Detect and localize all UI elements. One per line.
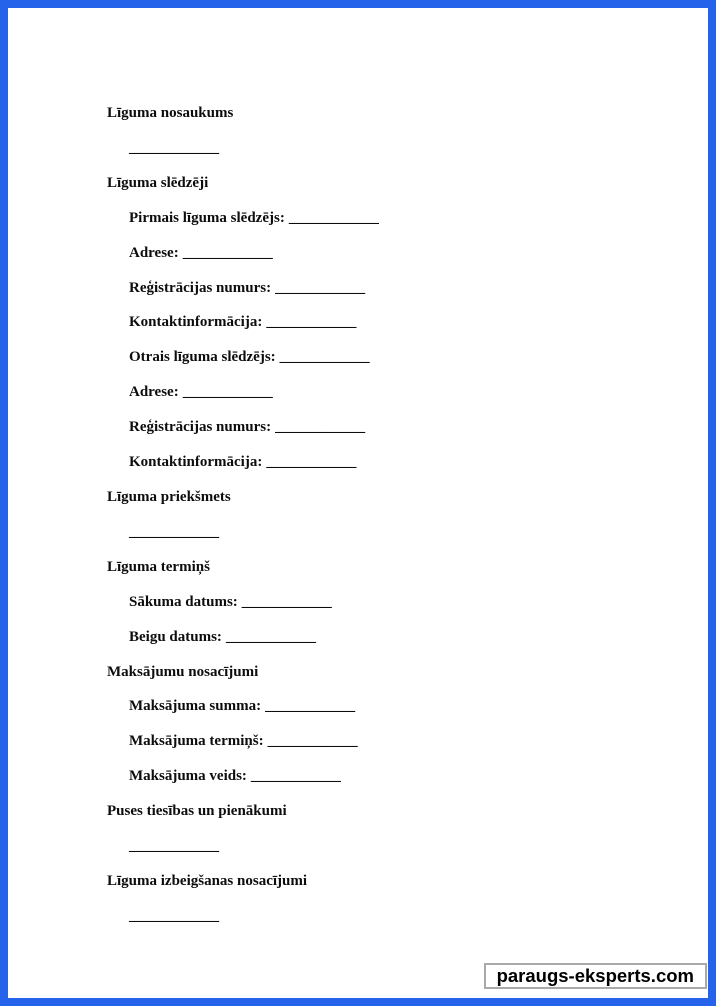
section-heading-contract-subject: Līguma priekšmets [107, 488, 231, 505]
section-heading-contract-parties: Līguma slēdzēji [107, 174, 209, 191]
section-heading-payment-terms: Maksājumu nosacījumi [107, 663, 259, 680]
field-fill-in-line: ____________ [279, 349, 370, 366]
field-label: Otrais līguma slēdzējs: [129, 349, 276, 366]
field-label: Beigu datums: [129, 628, 222, 645]
field-fill-in-line: ____________ [275, 419, 366, 436]
watermark-badge [484, 963, 707, 989]
field-row-start-date [129, 585, 708, 620]
field-label: Kontaktinformācija: [129, 314, 263, 331]
field-row-address-1 [129, 236, 708, 271]
field-label: Pirmais līguma slēdzējs: [129, 209, 285, 226]
fill-in-line: ____________ [129, 838, 219, 855]
field-row-payment-deadline [129, 724, 708, 759]
field-row-contact-info-1 [129, 305, 708, 340]
field-row-address-2 [129, 375, 708, 410]
section-heading-rights-obligations: Puses tiesības un pienākumi [107, 803, 287, 820]
field-label: Kontaktinformācija: [129, 454, 263, 471]
section-heading-contract-term: Līguma termiņš [107, 558, 210, 575]
field-row-registration-number-2 [129, 410, 708, 445]
field-fill-in-line: ____________ [288, 209, 379, 226]
fill-in-line: ____________ [129, 907, 219, 924]
field-row-end-date [129, 620, 708, 655]
field-fill-in-line: ____________ [182, 384, 273, 401]
watermark-label: paraugs-eksperts.com [496, 965, 694, 986]
field-row-first-party [129, 201, 708, 236]
field-fill-in-line: ____________ [266, 314, 357, 331]
field-fill-in-line: ____________ [275, 279, 366, 296]
field-fill-in-line: ____________ [266, 454, 357, 471]
field-label: Maksājuma veids: [129, 768, 247, 785]
field-label: Maksājuma summa: [129, 698, 262, 715]
field-fill-in-line: ____________ [241, 593, 332, 610]
field-row-payment-amount [129, 689, 708, 724]
field-fill-in-line: ____________ [225, 628, 316, 645]
section-heading-contract-title: Līguma nosaukums [107, 105, 234, 121]
section-heading-termination-terms: Līguma izbeigšanas nosacījumi [107, 872, 308, 889]
field-fill-in-line: ____________ [267, 733, 358, 750]
field-row-registration-number-1 [129, 271, 708, 306]
field-row-contact-info-2 [129, 445, 708, 480]
field-label: Reģistrācijas numurs: [129, 419, 272, 436]
field-row-payment-method [129, 759, 708, 794]
field-label: Sākuma datums: [129, 593, 238, 610]
field-row-second-party [129, 340, 708, 375]
contract-template-body [8, 8, 708, 934]
field-fill-in-line: ____________ [265, 698, 356, 715]
field-label: Adrese: [129, 244, 179, 261]
field-fill-in-line: ____________ [250, 768, 341, 785]
fill-in-line: ____________ [129, 523, 219, 540]
field-label: Adrese: [129, 384, 179, 401]
field-label: Reģistrācijas numurs: [129, 279, 272, 296]
field-fill-in-line: ____________ [182, 244, 273, 261]
fill-in-line: ____________ [129, 139, 219, 156]
field-label: Maksājuma termiņš: [129, 733, 264, 750]
